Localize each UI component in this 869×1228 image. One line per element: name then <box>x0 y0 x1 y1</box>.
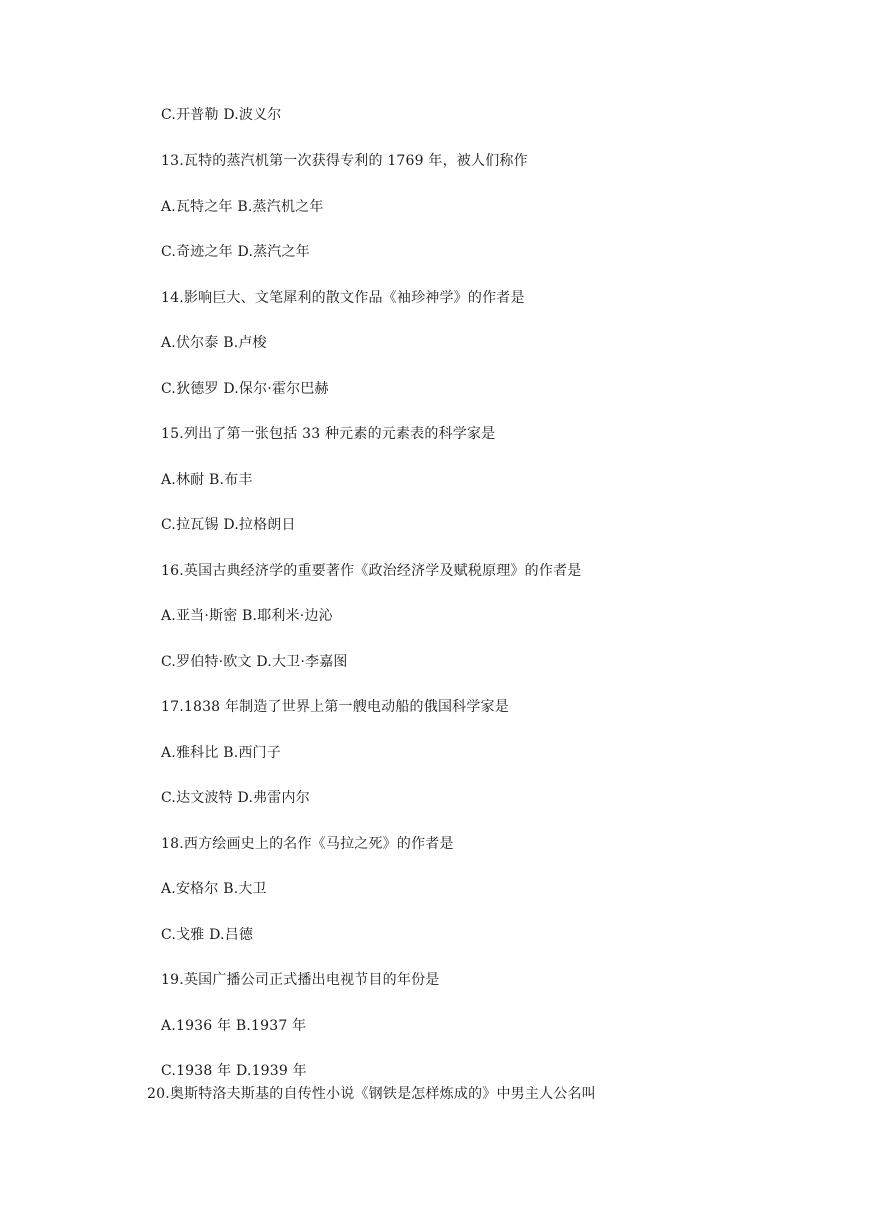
answer-options-line: C.1938 年 D.1939 年 <box>161 1063 307 1079</box>
answer-options-line: C.奇迹之年 D.蒸汽之年 <box>161 244 310 260</box>
answer-options-line: A.伏尔泰 B.卢梭 <box>161 335 267 351</box>
answer-options-line: A.瓦特之年 B.蒸汽机之年 <box>161 199 324 215</box>
answer-options-line: C.戈雅 D.吕德 <box>161 927 254 943</box>
question-17: 17.1838 年制造了世界上第一艘电动船的俄国科学家是 <box>161 699 509 715</box>
question-15: 15.列出了第一张包括 33 种元素的元素表的科学家是 <box>161 426 496 442</box>
question-20: 20.奥斯特洛夫斯基的自传性小说《钢铁是怎样炼成的》中男主人公名叫 <box>147 1086 596 1102</box>
answer-options-line: A.雅科比 B.西门子 <box>161 745 281 761</box>
question-13: 13.瓦特的蒸汽机第一次获得专利的 1769 年，被人们称作 <box>161 153 528 169</box>
answer-options-line: A.亚当·斯密 B.耶利米·边沁 <box>161 608 333 624</box>
question-18: 18.西方绘画史上的名作《马拉之死》的作者是 <box>161 836 454 852</box>
answer-options-line: A.1936 年 B.1937 年 <box>161 1018 307 1034</box>
answer-options-line: C.达文波特 D.弗雷内尔 <box>161 790 310 806</box>
answer-options-line: C.拉瓦锡 D.拉格朗日 <box>161 517 296 533</box>
answer-options-line: C.开普勒 D.波义尔 <box>161 107 282 123</box>
question-19: 19.英国广播公司正式播出电视节目的年份是 <box>161 972 440 988</box>
question-16: 16.英国古典经济学的重要著作《政治经济学及赋税原理》的作者是 <box>161 563 582 579</box>
answer-options-line: C.罗伯特·欧文 D.大卫·李嘉图 <box>161 654 348 670</box>
answer-options-line: A.安格尔 B.大卫 <box>161 881 267 897</box>
answer-options-line: A.林耐 B.布丰 <box>161 472 253 488</box>
question-14: 14.影响巨大、文笔犀利的散文作品《袖珍神学》的作者是 <box>161 290 525 306</box>
answer-options-line: C.狄德罗 D.保尔·霍尔巴赫 <box>161 381 329 397</box>
